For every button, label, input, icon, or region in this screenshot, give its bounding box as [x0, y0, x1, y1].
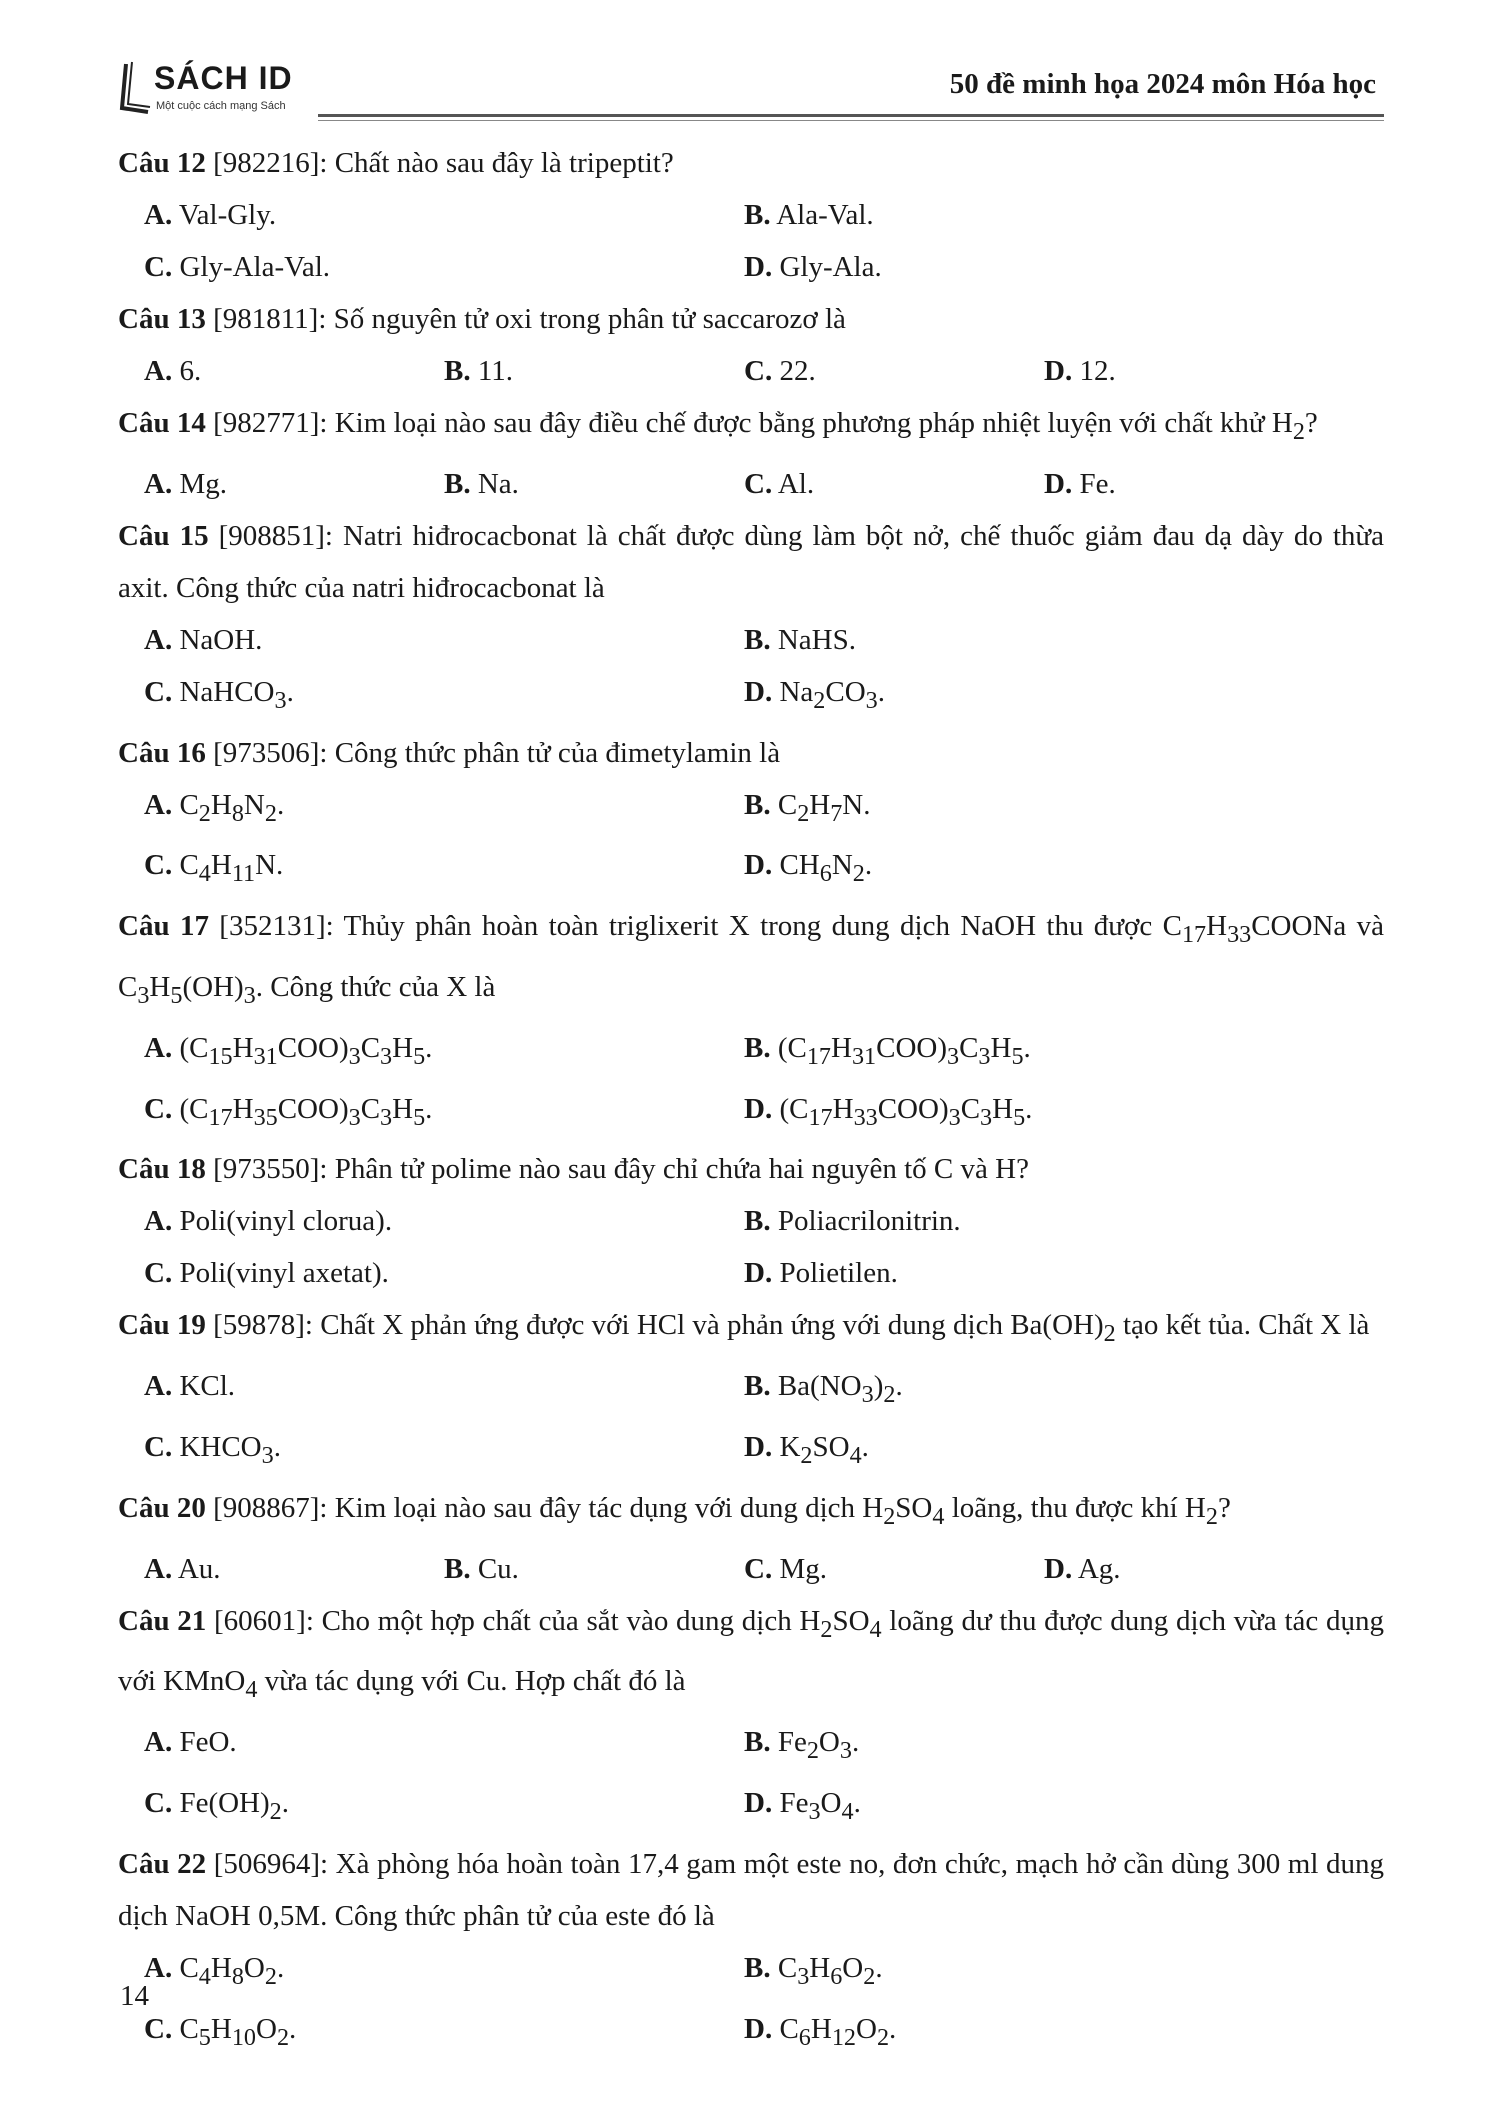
question-number: Câu 18 [118, 1153, 206, 1186]
answer-option [744, 1942, 1344, 2003]
question-body: [908867]: Kim loại nào sau đây tác dụng với dung dịch $H_2SO_4$ loãng, thu được khí $H_2$? [205, 1491, 1231, 1530]
question-number: Câu 17 [118, 910, 209, 943]
answer-option [744, 666, 1344, 727]
question-text [118, 397, 1384, 458]
option-key: D. [744, 1092, 773, 1125]
question-text [118, 1143, 1384, 1195]
answer-option [744, 189, 1344, 241]
answer-option [744, 458, 1044, 510]
header-divider [318, 114, 1384, 117]
question-block [118, 293, 1384, 397]
logo-name: SÁCH ID [154, 60, 293, 96]
option-key: D. [744, 251, 773, 283]
answer-option [744, 345, 1044, 397]
answer-option [144, 1022, 744, 1083]
option-text: Cu. [470, 1552, 519, 1585]
question-text [118, 727, 1384, 779]
option-key: D. [744, 675, 773, 708]
answer-option [444, 345, 744, 397]
question-block [118, 900, 1384, 1143]
option-key: D. [1044, 355, 1073, 387]
option-key: B. [744, 1726, 771, 1759]
option-text: $C_6H_{12}O_2$. [772, 2012, 897, 2051]
option-key: D. [744, 2012, 773, 2045]
option-key: A. [144, 1726, 173, 1759]
question-block [118, 397, 1384, 510]
answer-option [744, 839, 1344, 900]
question-text [118, 510, 1384, 614]
answer-option [744, 1195, 1344, 1247]
option-text: Fe. [1072, 467, 1116, 500]
option-key: A. [144, 199, 173, 231]
page-header [118, 58, 1384, 128]
question-block [118, 1595, 1384, 1838]
answer-option [744, 614, 1344, 666]
answer-option [744, 1083, 1344, 1144]
option-key: C. [744, 355, 773, 387]
option-key: D. [1044, 467, 1073, 500]
answer-option [144, 1083, 744, 1144]
question-block [118, 1482, 1384, 1595]
answer-options [118, 345, 1384, 397]
answer-option [144, 614, 744, 666]
question-block [118, 1299, 1384, 1481]
option-text: $Na_2CO_3$. [772, 675, 885, 714]
option-key: B. [744, 1031, 771, 1064]
answer-options [118, 189, 1384, 293]
option-text: $C_2H_8N_2$. [172, 788, 285, 827]
question-block [118, 1143, 1384, 1299]
answer-options [118, 779, 1384, 901]
option-text: $C_2H_7N$. [770, 788, 871, 827]
answer-option [144, 779, 744, 840]
question-text [118, 293, 1384, 345]
book-icon [118, 60, 152, 118]
question-text [118, 900, 1384, 1022]
option-text: Val-Gly. [172, 199, 277, 231]
option-text: $Ba(NO_3)_2$. [770, 1370, 903, 1408]
answer-option [144, 241, 744, 293]
option-key: A. [144, 1951, 173, 1984]
option-key: C. [744, 467, 773, 500]
question-block [118, 510, 1384, 727]
question-text [118, 1838, 1384, 1942]
option-text: Poliacrilonitrin. [770, 1205, 961, 1238]
question-body: [973506]: Công thức phân tử của đimetylamin là [205, 736, 781, 769]
answer-option [144, 458, 444, 510]
question-number: Câu 21 [118, 1604, 207, 1637]
answer-options [118, 1716, 1384, 1838]
answer-option [144, 1777, 744, 1838]
answer-option [144, 189, 744, 241]
option-key: A. [144, 467, 173, 500]
option-text: Ag. [1072, 1552, 1121, 1585]
option-key: B. [744, 788, 771, 821]
header-divider-thin [318, 120, 1384, 121]
question-body: [982771]: Kim loại nào sau đây điều chế được bằng phương pháp nhiệt luyện với chất khử $H_2$? [205, 407, 1318, 445]
question-block [118, 137, 1384, 293]
answer-option [144, 1247, 744, 1299]
answer-options [118, 614, 1384, 727]
question-number: Câu 16 [118, 736, 206, 769]
option-key: A. [144, 623, 173, 656]
question-body: [59878]: Chất X phản ứng được với HCl và phản ứng với dung dịch $Ba(OH)_2$ tạo kết tủa. Chất X là [205, 1309, 1370, 1348]
option-text: $Fe(OH)_2$. [172, 1786, 289, 1825]
answer-option [744, 1716, 1344, 1777]
question-text [118, 1299, 1384, 1360]
option-text: $(C_{17}H_{33}COO)_3C_3H_5$. [772, 1092, 1033, 1131]
option-key: B. [744, 1205, 771, 1238]
answer-option [744, 1421, 1344, 1482]
option-text: NaHCO$_3$. [172, 675, 294, 714]
question-body: [908851]: Natri hiđrocacbonat là chất được dùng làm bột nở, chế thuốc giảm đau dạ dày do thừa axit. Công thức của natri hiđrocacbonat là [118, 519, 1384, 604]
option-key: C. [144, 1257, 173, 1290]
option-key: D. [1044, 1552, 1073, 1585]
option-text: $K_2SO_4$. [772, 1430, 869, 1469]
answer-option [1044, 1543, 1344, 1595]
question-number: Câu 22 [118, 1847, 207, 1880]
question-text [118, 1595, 1384, 1717]
question-number: Câu 20 [118, 1491, 206, 1524]
page-number: 14 [120, 1980, 149, 2012]
option-text: $C_4H_{11}N$. [172, 849, 284, 888]
question-body: [352131]: Thủy phân hoàn toàn triglixerit X trong dung dịch NaOH thu được $C_{17}H_{33}COONa$ và $C_3H_5(OH)_3$. Công thức của X là [118, 910, 1384, 1009]
option-text: $(C_{15}H_{31}COO)_3C_3H_5$. [172, 1031, 433, 1070]
option-text: Poli(vinyl clorua). [172, 1205, 393, 1238]
option-key: D. [744, 1786, 773, 1819]
answer-options [118, 1942, 1384, 2064]
option-text: $(C_{17}H_{31}COO)_3C_3H_5$. [770, 1031, 1031, 1070]
option-key: C. [144, 1430, 173, 1463]
option-text: Mg. [772, 1552, 827, 1585]
question-body: [981811]: Số nguyên tử oxi trong phân tử saccarozơ là [205, 303, 846, 335]
option-text: $C_3H_6O_2$. [770, 1951, 883, 1990]
answer-option [744, 1022, 1344, 1083]
option-key: A. [144, 788, 173, 821]
option-key: C. [144, 2012, 173, 2045]
option-key: A. [144, 1205, 173, 1238]
option-text: Poli(vinyl axetat). [172, 1257, 389, 1290]
option-key: B. [444, 467, 471, 500]
answer-option [444, 458, 744, 510]
option-text: $Fe_2O_3$. [770, 1726, 860, 1764]
question-number: Câu 13 [118, 303, 206, 335]
answer-options [118, 1360, 1384, 1482]
option-text: NaOH. [172, 623, 263, 656]
option-text: $C_5H_{10}O_2$. [172, 2012, 297, 2051]
option-key: C. [144, 1092, 173, 1125]
answer-option [144, 345, 444, 397]
option-key: C. [144, 251, 173, 283]
option-text: FeO. [172, 1726, 237, 1759]
option-text: Au. [172, 1552, 221, 1585]
answer-options [118, 1022, 1384, 1144]
question-text [118, 137, 1384, 189]
question-number: Câu 15 [118, 519, 209, 552]
question-body: [973550]: Phân tử polime nào sau đây chỉ chứa hai nguyên tố C và H? [205, 1153, 1029, 1186]
option-key: B. [744, 1370, 771, 1403]
question-block [118, 1838, 1384, 2064]
answer-options [118, 1543, 1384, 1595]
question-text [118, 1482, 1384, 1543]
option-key: B. [744, 199, 771, 231]
option-key: D. [744, 849, 773, 882]
answer-option [1044, 345, 1344, 397]
answer-option [744, 1777, 1344, 1838]
option-key: B. [444, 355, 471, 387]
option-text: 12. [1072, 355, 1116, 387]
option-text: Gly-Ala-Val. [172, 251, 331, 283]
option-key: A. [144, 1370, 173, 1403]
option-key: C. [144, 675, 173, 708]
answer-option [1044, 458, 1344, 510]
answer-option [744, 779, 1344, 840]
option-text: Gly-Ala. [772, 251, 882, 283]
option-key: A. [144, 1031, 173, 1064]
option-text: Mg. [172, 467, 227, 500]
option-text: 11. [470, 355, 514, 387]
option-text: Na. [470, 467, 519, 500]
option-text: $Fe_3O_4$. [772, 1786, 861, 1825]
answer-option [744, 2003, 1344, 2064]
option-text: $CH_6N_2$. [772, 849, 873, 888]
question-body: [506964]: Xà phòng hóa hoàn toàn 17,4 gam một este no, đơn chức, mạch hở cần dùng 300 ml dung dịch NaOH 0,5M. Công thức phân tử của este đó là [118, 1847, 1384, 1932]
option-text: 22. [772, 355, 816, 387]
logo-tagline: Một cuộc cách mạng Sách [156, 100, 286, 112]
answer-options [118, 458, 1384, 510]
option-key: D. [744, 1257, 773, 1290]
option-key: C. [144, 1786, 173, 1819]
option-text: Al. [772, 467, 815, 500]
answer-option [144, 2003, 744, 2064]
answer-option [144, 1360, 744, 1421]
option-text: KCl. [172, 1370, 236, 1403]
answer-option [744, 1247, 1344, 1299]
option-text: $(C_{17}H_{35}COO)_3C_3H_5$. [172, 1092, 433, 1131]
option-text: $C_4H_8O_2$. [172, 1951, 285, 1990]
logo [118, 58, 348, 120]
option-text: NaHS. [770, 623, 856, 656]
option-text: Polietilen. [772, 1257, 898, 1290]
question-body: [982216]: Chất nào sau đây là tripeptit? [205, 147, 674, 179]
option-text: $KHCO_3$. [172, 1430, 281, 1469]
option-text: 6. [172, 355, 202, 387]
answer-option [144, 1942, 744, 2003]
option-key: D. [744, 1430, 773, 1463]
book-title: 50 đề minh họa 2024 môn Hóa học [949, 68, 1376, 100]
answer-option [144, 1195, 744, 1247]
question-number: Câu 12 [118, 147, 206, 179]
option-key: A. [144, 1552, 173, 1585]
option-key: B. [444, 1552, 471, 1585]
answer-option [744, 1543, 1044, 1595]
answer-option [144, 839, 744, 900]
answer-options [118, 1195, 1384, 1299]
answer-option [744, 241, 1344, 293]
question-list [118, 137, 1384, 2063]
answer-option [144, 1421, 744, 1482]
answer-option [144, 1543, 444, 1595]
question-block [118, 727, 1384, 901]
question-number: Câu 19 [118, 1309, 206, 1342]
answer-option [144, 666, 744, 727]
answer-option [144, 1716, 744, 1777]
option-key: B. [744, 623, 771, 656]
option-key: A. [144, 355, 173, 387]
question-number: Câu 14 [118, 407, 206, 439]
question-body: [60601]: Cho một hợp chất của sắt vào dung dịch $H_2SO_4$ loãng dư thu được dung dịch vừa tác dụng với KMnO$_4$ vừa tác dụng với Cu. Hợp chất đó là [118, 1604, 1384, 1704]
option-key: C. [744, 1552, 773, 1585]
answer-option [444, 1543, 744, 1595]
option-key: B. [744, 1951, 771, 1984]
option-text: Ala-Val. [770, 199, 874, 231]
option-key: C. [144, 849, 173, 882]
answer-option [744, 1360, 1344, 1421]
